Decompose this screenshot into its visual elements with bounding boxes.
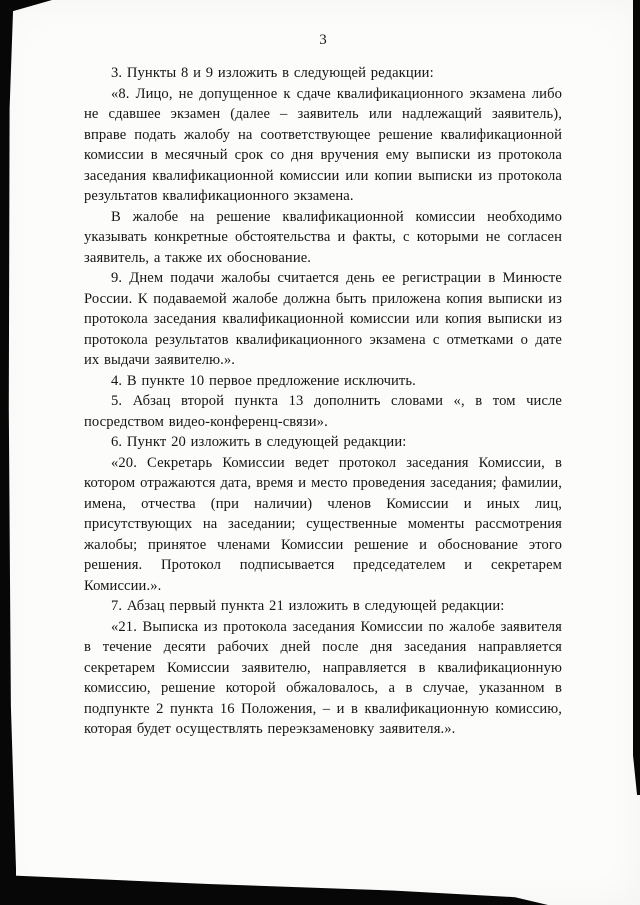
scan-edge-left (0, 0, 16, 905)
scan-edge-top-left (0, 0, 52, 11)
paragraph-6: 5. Абзац второй пункта 13 дополнить словами «, в том числе посредством видео-конференц-связи». (84, 393, 562, 430)
paragraph-4: 9. Днем подачи жалобы считается день ее регистрации в Минюсте России. К подаваемой жалобе должна быть приложена копия выписки из протокола заседания квалификационной комиссии или копия выписки из протокола результатов квалификационного экзамена с отметками о дате их выдачи заявителю.». (84, 270, 562, 368)
paragraph-10: «21. Выписка из протокола заседания Комиссии по жалобе заявителя в течение десяти рабочих дней после дня заседания направляется секретарем Комиссии заявителю, направляется в квалификационную комиссию, решение которой обжаловалось, а в случае, указанном в подпункте 2 пункта 16 Положения, – и в квалификационную комиссию, которая будет осуществлять переэкзаменовку заявителя.». (84, 618, 562, 737)
paragraph-3: В жалобе на решение квалификационной комиссии необходимо указывать конкретные обстоятельства и факты, с которыми не согласен заявитель, а также их обоснование. (84, 208, 562, 266)
scan-edge-right (633, 0, 640, 795)
paragraph-1: 3. Пункты 8 и 9 изложить в следующей редакции: (111, 65, 434, 81)
paragraph-5: 4. В пункте 10 первое предложение исключить. (111, 372, 416, 389)
scan-edge-bottom (0, 875, 548, 905)
page-number: 3 (319, 32, 327, 48)
paragraph-2: «8. Лицо, не допущенное к сдаче квалификационного экзамена либо не сдавшее экзамен (далее – заявитель или надлежащий заявитель), вправе подать жалобу на соответствующее решение квалификационной комиссии в месячный срок со дня вручения ему выписки из протокола заседания квалификационной комиссии или копии выписки из протокола результатов квалификационного экзамена. (84, 85, 562, 204)
paragraph-8: «20. Секретарь Комиссии ведет протокол заседания Комиссии, в котором отражаются дата, время и место проведения заседания; фамилии, имена, отчества (при наличии) членов Комиссии и иных лиц, присутствующих на заседании; существенные моменты рассмотрения жалобы; принятое членами Комиссии решение и обоснование этого решения. Протокол подписывается председателем и секретарем Комиссии.». (84, 454, 562, 594)
paragraph-9: 7. Абзац первый пункта 21 изложить в следующей редакции: (111, 598, 505, 614)
paragraph-7: 6. Пункт 20 изложить в следующей редакции: (111, 434, 407, 450)
document-body (84, 63, 562, 740)
